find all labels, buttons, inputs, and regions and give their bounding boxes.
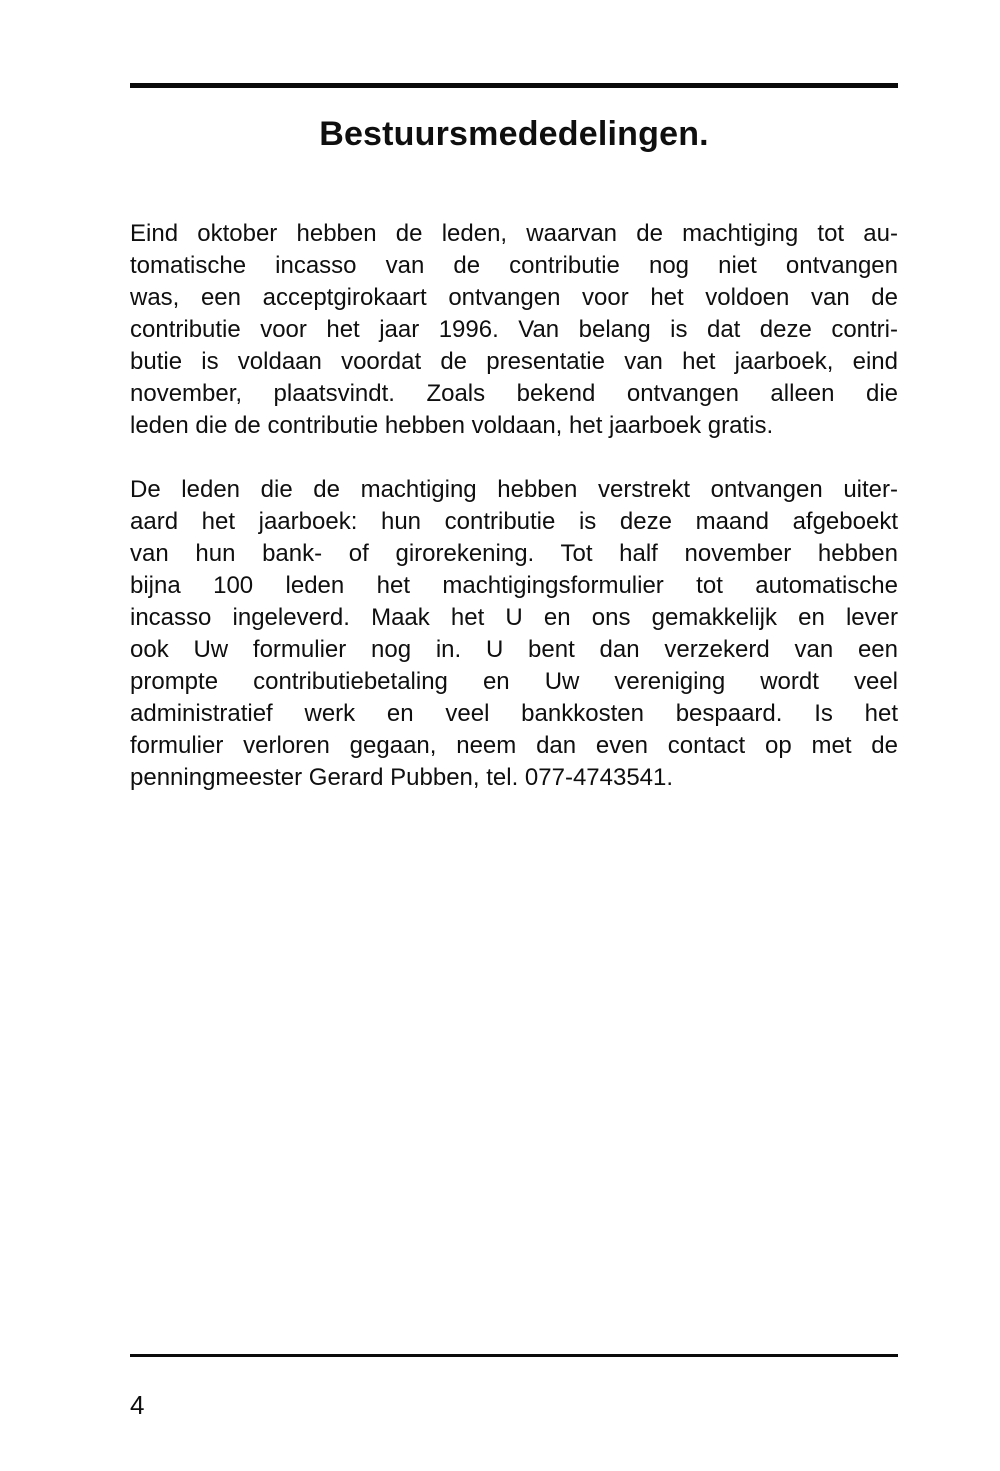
text-line: incasso ingeleverd. Maak het U en ons gemakkelijk en lever: [130, 604, 898, 631]
paragraph: [130, 474, 898, 794]
text-line: formulier verloren gegaan, neem dan even contact op met de: [130, 732, 898, 759]
text-line: november, plaatsvindt. Zoals bekend ontvangen alleen die: [130, 380, 898, 407]
text-line: contributie voor het jaar 1996. Van belang is dat deze contri-: [130, 316, 898, 343]
text-line: aard het jaarboek: hun contributie is deze maand afgeboekt: [130, 508, 898, 535]
paragraph: [130, 218, 898, 442]
text-line: was, een acceptgirokaart ontvangen voor het voldoen van de: [130, 284, 898, 311]
top-rule-divider: [130, 83, 898, 88]
bottom-rule-divider: [130, 1354, 898, 1357]
page-number: 4: [130, 1390, 145, 1420]
text-line: prompte contributiebetaling en Uw vereniging wordt veel: [130, 668, 898, 695]
content-column: [130, 0, 898, 1420]
page-title: Bestuursmededelingen.: [319, 115, 709, 153]
text-line: Eind oktober hebben de leden, waarvan de machtiging tot au-: [130, 220, 898, 247]
text-line: De leden die de machtiging hebben verstrekt ontvangen uiter-: [130, 476, 898, 503]
text-line: bijna 100 leden het machtigingsformulier tot automatische: [130, 572, 898, 599]
text-line: ook Uw formulier nog in. U bent dan verzekerd van een: [130, 636, 898, 663]
text-line: butie is voldaan voordat de presentatie van het jaarboek, eind: [130, 348, 898, 375]
text-line: administratief werk en veel bankkosten bespaard. Is het: [130, 700, 898, 727]
text-line: van hun bank- of girorekening. Tot half november hebben: [130, 540, 898, 567]
text-line: tomatische incasso van de contributie nog niet ontvangen: [130, 252, 898, 279]
text-line: penningmeester Gerard Pubben, tel. 077-4743541.: [130, 764, 674, 791]
body-paragraphs: [130, 218, 898, 794]
text-line: leden die de contributie hebben voldaan, het jaarboek gratis.: [130, 412, 774, 439]
